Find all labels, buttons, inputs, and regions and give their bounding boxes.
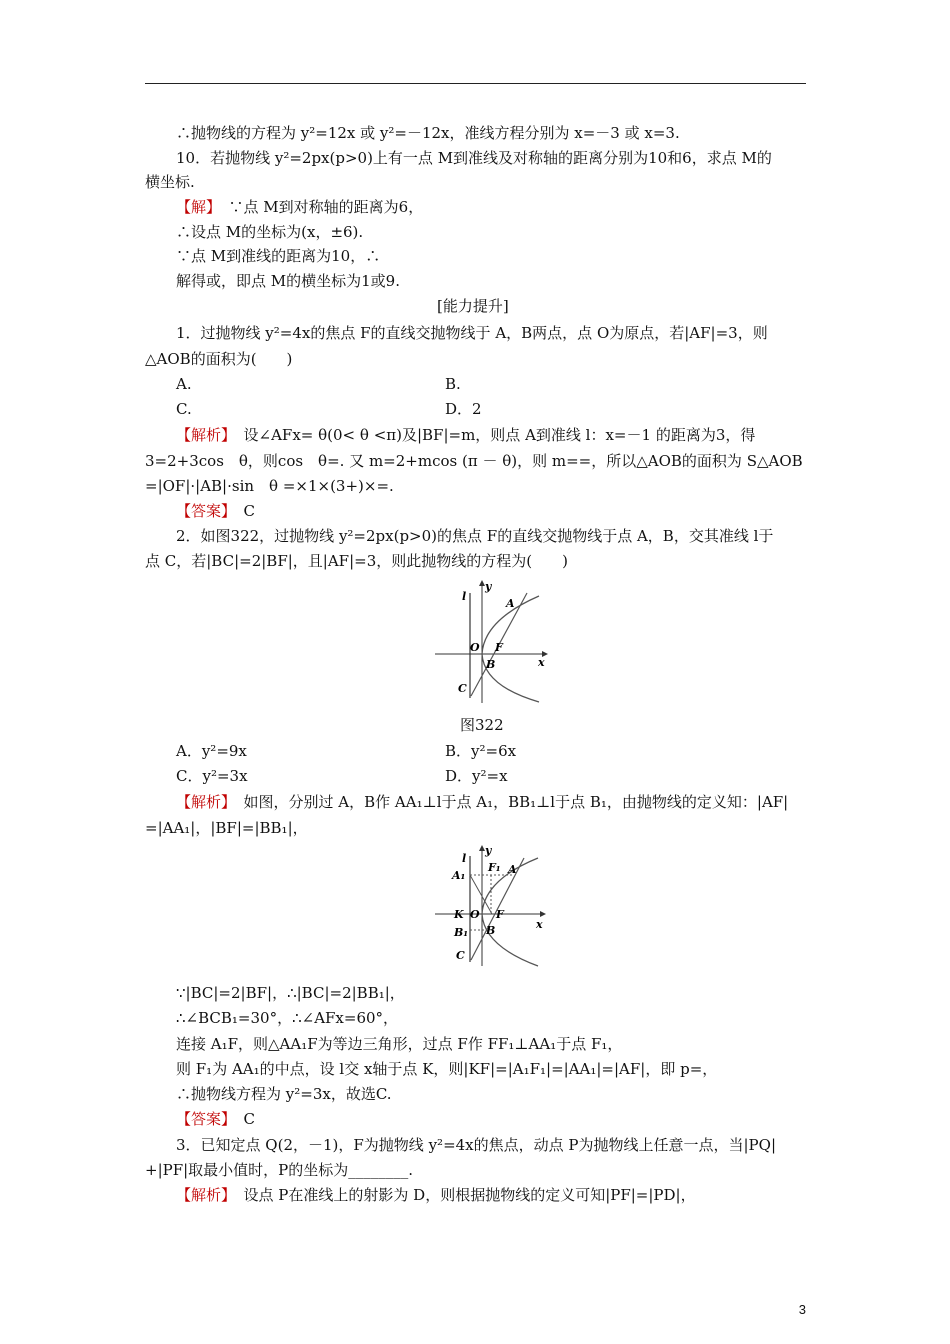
text-line: ∵点 M到准线的距离为10，∴: [176, 247, 381, 265]
label-l: l: [462, 852, 467, 865]
text-line: [176, 1185, 696, 1205]
label-c: C: [456, 949, 465, 962]
text-line: +|PF|取最小值时，P的坐标为________.: [145, 1161, 414, 1179]
question-1: 1．过抛物线 y²=4x的焦点 F的直线交抛物线于 A，B两点，点 O为原点，若|AF|=3，则: [176, 324, 768, 342]
text-line: =|AA₁|，|BF|=|BB₁|，: [145, 819, 308, 837]
option-a: A.: [176, 375, 192, 393]
text-line: ∴抛物线方程为 y²=3x，故选C.: [176, 1085, 392, 1103]
analysis-tag: 【解析】: [176, 793, 229, 811]
solution-figure: [432, 842, 552, 972]
figure-322: [432, 578, 552, 708]
label-o: O: [470, 641, 480, 654]
label-f: F: [495, 641, 503, 654]
label-l: l: [462, 590, 467, 603]
text-line: 连接 A₁F，则△AA₁F为等边三角形，过点 F作 FF₁⊥AA₁于点 F₁，: [176, 1035, 623, 1053]
x-axis-arrow: [540, 911, 546, 917]
text-line: [176, 425, 755, 445]
question-10: 10．若抛物线 y²=2px(p>0)上有一点 M到准线及对称轴的距离分别为10和6，求点 M的: [176, 149, 772, 167]
header-rule: [145, 83, 806, 84]
label-k: K: [454, 908, 464, 921]
label-b: B: [486, 924, 496, 937]
label-a: A: [506, 597, 515, 610]
question-2: 2．如图322，过抛物线 y²=2px(p>0)的焦点 F的直线交抛物线于点 A，B，交其准线 l于: [176, 527, 774, 545]
question-3: 3．已知定点 Q(2，－1)，F为抛物线 y²=4x的焦点，动点 P为抛物线上任意一点，当|PQ|: [176, 1136, 776, 1154]
page-number: 3: [798, 1302, 806, 1317]
text-line: 横坐标.: [145, 173, 195, 191]
figure-caption: 图322: [460, 716, 504, 734]
solution-tag: 【解】: [176, 198, 214, 216]
analysis-tag: 【解析】: [176, 1186, 229, 1204]
label-x: x: [538, 656, 545, 669]
section-heading: [能力提升]: [437, 297, 509, 315]
line-text: 设点 P在准线上的射影为 D，则根据抛物线的定义可知|PF|=|PD|，: [243, 1186, 696, 1204]
analysis-tag: 【解析】: [176, 426, 229, 444]
text-line: [176, 501, 255, 521]
option-d: D．y²=x: [445, 767, 508, 785]
text-line: 3=2+3cos θ，则cos θ=. 又 m=2+mcos (π － θ)，则 m==，所以△AOB的面积为 S△AOB: [145, 452, 803, 470]
line-text: C: [243, 502, 256, 520]
label-f: F: [496, 908, 504, 921]
text-line: ∴∠BCB₁=30°，∴∠AFx=60°，: [176, 1009, 399, 1027]
option-d: D．2: [445, 400, 482, 418]
text-line: =|OF|·|AB|·sin θ =×1×(3+)×=.: [145, 477, 394, 495]
label-a: A: [508, 863, 517, 876]
option-c: C.: [176, 400, 192, 418]
label-b1: B₁: [454, 926, 469, 939]
label-f1: F₁: [488, 861, 501, 874]
text-line: 解得或，即点 M的横坐标为1或9.: [176, 272, 400, 290]
text-line: △AOB的面积为( ): [145, 350, 293, 368]
label-x: x: [536, 918, 543, 931]
option-a: A．y²=9x: [176, 742, 247, 760]
line-text: 设∠AFx= θ(0< θ <π)及|BF|=m，则点 A到准线 l：x=－1 的距离为3，得: [243, 426, 756, 444]
text-line: ∵|BC|=2|BF|，∴|BC|=2|BB₁|，: [176, 984, 405, 1002]
option-b: B．y²=6x: [445, 742, 517, 760]
line-text: ∵点 M到对称轴的距离为6，: [228, 198, 424, 216]
label-y: y: [485, 580, 492, 593]
answer-tag: 【答案】: [176, 502, 229, 520]
answer-tag: 【答案】: [176, 1110, 229, 1128]
text-line: 则 F₁为 AA₁的中点，设 l交 x轴于点 K，则|KF|=|A₁F₁|=|AA₁|=|AF|，即 p=，: [176, 1060, 718, 1078]
text-line: 点 C，若|BC|=2|BF|，且|AF|=3，则此抛物线的方程为( ): [145, 552, 568, 570]
label-c: C: [458, 682, 467, 695]
option-c: C．y²=3x: [176, 767, 248, 785]
text-line: [176, 1109, 255, 1129]
label-o: O: [470, 908, 480, 921]
line-text: C: [243, 1110, 256, 1128]
text-line: ∴设点 M的坐标为(x，±6).: [176, 223, 364, 241]
option-b: B.: [445, 375, 461, 393]
label-a1: A₁: [452, 869, 466, 882]
text-line: [176, 197, 423, 217]
label-y: y: [485, 844, 492, 857]
parabola-curve: [482, 596, 539, 702]
line-text: 如图，分别过 A，B作 AA₁⊥l于点 A₁，BB₁⊥l于点 B₁，由抛物线的定义知：|AF|: [243, 793, 789, 811]
label-b: B: [486, 658, 496, 671]
text-line: [176, 792, 788, 812]
text-line: ∴抛物线的方程为 y²=12x 或 y²=－12x，准线方程分别为 x=－3 或 x=3.: [176, 124, 680, 142]
